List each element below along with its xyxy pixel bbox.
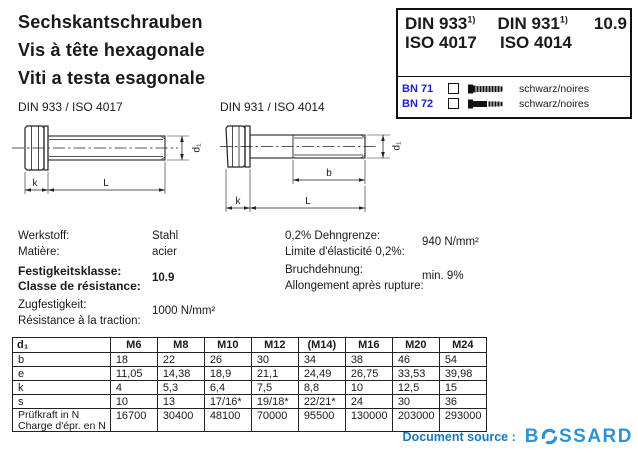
bn-71-finish: schwarz/noires	[519, 82, 590, 95]
label-matiere: Matière:	[18, 245, 60, 258]
cell: 18,9	[204, 367, 251, 381]
standards-line-din	[405, 14, 627, 33]
spec-material-label	[18, 229, 69, 260]
cell: 17/16*	[204, 395, 251, 409]
table-row	[13, 395, 487, 409]
label-werkstoff: Werkstoff:	[18, 230, 70, 242]
dim-label-L: L	[305, 196, 311, 207]
divider	[398, 76, 630, 77]
row-label-line: b	[18, 353, 25, 366]
din933-technical-drawing	[8, 116, 208, 206]
bn-71-checkbox[interactable]	[448, 83, 459, 94]
col-header: M20	[392, 338, 439, 353]
cell: 26	[204, 353, 251, 367]
dim-label-d1: d₁	[191, 143, 203, 153]
dim-label-L: L	[103, 178, 109, 189]
row-label-line: k	[18, 381, 24, 394]
cell: 38	[345, 353, 392, 367]
dim-label-k: k	[32, 178, 38, 189]
label-resistance-traction: Résistance à la traction:	[18, 314, 141, 327]
col-header: (M14)	[298, 338, 345, 353]
bolt-full-thread-icon	[468, 83, 512, 95]
footnote-marker: 1)	[467, 14, 476, 25]
cell: 34	[298, 353, 345, 367]
bn-list	[402, 81, 628, 111]
cell: 5,3	[157, 381, 204, 395]
footnote-marker: 1)	[559, 14, 568, 25]
spec-class-value: 10.9	[152, 272, 175, 284]
bn-72-checkbox[interactable]	[448, 98, 459, 109]
cell: 46	[392, 353, 439, 367]
cell: 6,4	[204, 381, 251, 395]
col-header: M8	[157, 338, 204, 353]
bn-71-label: BN 71	[402, 82, 434, 95]
row-label-line: e	[18, 367, 25, 380]
cell: 22/21*	[298, 395, 345, 409]
cell: 293000	[439, 409, 486, 432]
cell: 30	[392, 395, 439, 409]
spec-class-label	[18, 264, 141, 293]
material-value-fr: acier	[152, 245, 177, 258]
spec-yield-label	[285, 229, 405, 260]
din-931: DIN 931$^{1)}$	[497, 14, 568, 33]
cell: 48100	[204, 409, 251, 432]
col-header: M16	[345, 338, 392, 353]
dim-label-k: k	[235, 196, 241, 207]
label-bruchdehnung: Bruchdehnung:	[285, 264, 364, 276]
spec-tensile-value: 1000 N/mm²	[152, 305, 216, 317]
drawing2-caption: DIN 931 / ISO 4014	[220, 100, 325, 114]
page-title-fr: Vis à tête hexagonale	[18, 40, 205, 60]
spec-table-head-row	[13, 338, 487, 353]
row-label-line: s	[18, 395, 24, 408]
bn-row-71	[402, 81, 628, 96]
standards-line-iso	[405, 33, 627, 52]
logo-letter-b: B	[524, 426, 540, 447]
dim-label-b: b	[326, 168, 332, 179]
bn-row-72	[402, 96, 628, 111]
cell: 54	[439, 353, 486, 367]
cell: 33,53	[392, 367, 439, 381]
col-header: M10	[204, 338, 251, 353]
table-row	[13, 367, 487, 381]
row-label	[13, 381, 111, 395]
cell: 16700	[110, 409, 157, 432]
spec-elongation-value: min. 9%	[422, 270, 464, 282]
col-header-d1: d₁	[13, 338, 111, 353]
cell: 10	[110, 395, 157, 409]
row-label-line: Prüfkraft in N	[18, 409, 80, 421]
col-header: M6	[110, 338, 157, 353]
cell: 203000	[392, 409, 439, 432]
bossard-logo	[525, 427, 633, 446]
cell: 7,5	[251, 381, 298, 395]
cell: 12,5	[392, 381, 439, 395]
col-header: M12	[251, 338, 298, 353]
cell: 24,49	[298, 367, 345, 381]
cell: 21,1	[251, 367, 298, 381]
cell: 11,05	[110, 367, 157, 381]
cell: 36	[439, 395, 486, 409]
strength-grade: 10.9	[593, 14, 627, 33]
drawing1-caption: DIN 933 / ISO 4017	[18, 100, 123, 114]
iso-4017: ISO 4017	[405, 33, 477, 52]
spec-yield-value: 940 N/mm²	[422, 236, 479, 248]
spec-tensile-label	[18, 298, 141, 329]
bolt-partial-thread-icon	[468, 98, 512, 110]
page-title-it: Viti a testa esagonale	[18, 68, 206, 88]
spec-material-value	[152, 229, 178, 260]
row-label	[13, 409, 111, 432]
bn-72-label: BN 72	[402, 97, 434, 110]
col-header: M24	[439, 338, 486, 353]
cell: 10	[345, 381, 392, 395]
row-label	[13, 353, 111, 367]
cell: 15	[439, 381, 486, 395]
row-label	[13, 395, 111, 409]
label-festigkeitsklasse: Festigkeitsklasse:	[18, 264, 122, 278]
footer	[403, 427, 633, 446]
cell: 95500	[298, 409, 345, 432]
din931-technical-drawing	[218, 116, 433, 220]
bn-72-finish: schwarz/noires	[519, 97, 590, 110]
label-limite-elasticite: Limite d'élasticité 0,2%:	[285, 245, 405, 258]
label-dehngrenze: 0,2% Dehngrenze:	[285, 230, 381, 242]
label-allongement: Allongement après rupture:	[285, 279, 424, 292]
title-block	[18, 8, 205, 92]
standards-lines	[405, 14, 627, 52]
logo-letters-ssard: SSARD	[558, 426, 633, 447]
row-label-line: Charge d'épr. en N	[18, 419, 106, 432]
iso-4014: ISO 4014	[500, 33, 572, 52]
dimensions-table	[12, 337, 487, 432]
spec-elongation-label	[285, 263, 424, 294]
cell: 24	[345, 395, 392, 409]
cell: 39,98	[439, 367, 486, 381]
spec-table-body	[13, 353, 487, 432]
cell: 30	[251, 353, 298, 367]
cell: 8,8	[298, 381, 345, 395]
row-label	[13, 367, 111, 381]
cell: 18	[110, 353, 157, 367]
cell: 130000	[345, 409, 392, 432]
cell: 30400	[157, 409, 204, 432]
cell: 19/18*	[251, 395, 298, 409]
cell: 13	[157, 395, 204, 409]
document-source-label: Document source :	[402, 429, 516, 444]
table-row	[13, 381, 487, 395]
cell: 4	[110, 381, 157, 395]
dim-label-d1: d₁	[391, 141, 403, 151]
label-zugfestigkeit: Zugfestigkeit:	[18, 299, 87, 311]
cell: 14,38	[157, 367, 204, 381]
cell: 22	[157, 353, 204, 367]
din-933: DIN 933$^{1)}$	[405, 14, 476, 33]
label-classe-resistance: Classe de résistance:	[18, 278, 141, 293]
logo-o-icon	[541, 428, 558, 445]
cell: 26,75	[345, 367, 392, 381]
material-value-de: Stahl	[152, 230, 179, 242]
cell: 70000	[251, 409, 298, 432]
table-row	[13, 353, 487, 367]
page-title-de: Sechskantschrauben	[18, 12, 203, 32]
standards-box	[396, 8, 632, 119]
